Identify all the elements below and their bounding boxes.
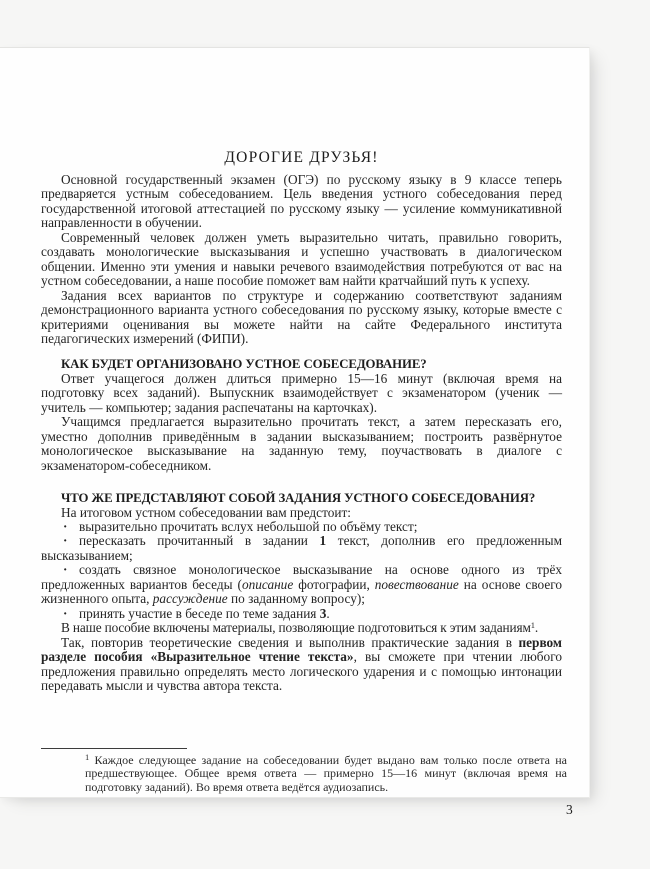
section-heading-tasks: ЧТО ЖЕ ПРЕДСТАВЛЯЮТ СОБОЙ ЗАДАНИЯ УСТНОГО СОБЕСЕДОВАНИЯ? (61, 491, 536, 506)
term-italic: рассуждение (152, 591, 228, 607)
term-italic: описание (241, 576, 294, 592)
bullet-item-4 (41, 607, 562, 621)
text-segment: В наше пособие включены материалы, позволяющие подготовиться к этим заданиям (61, 620, 531, 636)
bullet-dot: · (63, 605, 68, 621)
text-segment: Так, повторив теоретические сведения и выполнив практические задания в (61, 634, 519, 650)
footnote-marker: 1 (530, 620, 535, 631)
page-content (41, 48, 562, 693)
page-title: ДОРОГИЕ ДРУЗЬЯ! (224, 149, 379, 166)
text-segment: по заданному вопросу); (227, 591, 365, 607)
text-segment: . (326, 605, 330, 621)
bullet-dot: · (63, 562, 68, 578)
section-reference-paragraph (41, 636, 562, 694)
task-number-bold: 1 (319, 533, 327, 549)
text-segment: текст, дополнив его предложенным высказыванием; (41, 533, 562, 563)
text-segment: выразительно прочитать вслух небольшой по объёму текст; (79, 518, 418, 534)
tasks-intro: На итоговом устном собеседовании вам предстоит: (61, 504, 351, 520)
term-italic: повествование (374, 576, 459, 592)
materials-paragraph (41, 621, 562, 635)
intro-paragraph-2: Современный человек должен уметь выразительно читать, правильно говорить, создавать монологические высказывания и успешно участвовать в диалогическом общении. Именно эти умения и навыки речевого взаимодействия потребуются от вас на устном собеседовании, а наше пособие поможет вам найти кратчайший путь к успеху. (41, 229, 562, 289)
section-heading-organization: КАК БУДЕТ ОРГАНИЗОВАНО УСТНОЕ СОБЕСЕДОВАНИЕ? (61, 357, 427, 372)
page-number: 3 (566, 802, 573, 817)
footnote-marker: 1 (85, 752, 90, 762)
text-segment: создать связное монологическое высказывание на основе одного из трёх предложенных вариантов беседы ( (41, 562, 562, 592)
text-segment: , вы сможете при чтении любого предложения правильно определять место логического ударения и с помощью интонации передавать мысли и чувства автора текста. (41, 649, 562, 693)
bullet-item-2 (41, 534, 562, 563)
book-page (0, 47, 590, 798)
intro-paragraph-1: Основной государственный экзамен (ОГЭ) по русскому языку в 9 классе теперь предваряется устным собеседованием. Цель введения устного собеседования перед государственной итоговой аттестацией по русскому языку — усиление коммуникативной направленности в обучении. (41, 172, 562, 231)
footnote-text: Каждое следующее задание на собеседовании будет выдано вам только после ответа на предшествующее. Общее время ответа — примерно 15—16 минут (включая время на подготовку заданий). Во время ответа ведётся аудиозапись. (85, 753, 567, 794)
footnote (85, 754, 567, 794)
book-section-bold: первом разделе пособия «Выразительное чтение текста» (41, 634, 562, 665)
text-segment: пересказать прочитанный в задании (79, 533, 320, 549)
bullet-dot: · (63, 518, 68, 534)
footnote-separator (41, 748, 187, 749)
task-number-bold: 3 (319, 605, 327, 621)
intro-paragraph-3: Задания всех вариантов по структуре и содержанию соответствуют заданиям демонстрационного варианта устного собеседования по русскому языку, которые вместе с критериями оценивания вы можете найти на сайте Федерального института педагогических измерений (ФИПИ). (41, 287, 562, 346)
text-segment: принять участие в беседе по теме задания (79, 605, 320, 621)
organization-paragraph-1: Ответ учащегося должен длиться примерно 15—16 минут (включая время на подготовку всех заданий). Выпускник взаимодействует с экзаменатором (ученик — учитель — компьютер; задания распечатаны на карточках). (41, 370, 562, 415)
bullet-item-3 (41, 563, 562, 606)
bullet-dot: · (63, 533, 68, 549)
bullet-item-1 (41, 520, 562, 534)
organization-paragraph-2: Учащимся предлагается выразительно прочитать текст, а затем пересказать его, уместно дополнив приведённым в задании высказыванием; построить развёрнутое монологическое высказывание на заданную тему, поучаствовать в диалоге с экзаменатором-собеседником. (41, 414, 562, 473)
text-segment: . (534, 620, 539, 636)
text-segment: фотографии, (293, 576, 375, 592)
text-segment: на основе своего жизненного опыта, (41, 576, 563, 607)
